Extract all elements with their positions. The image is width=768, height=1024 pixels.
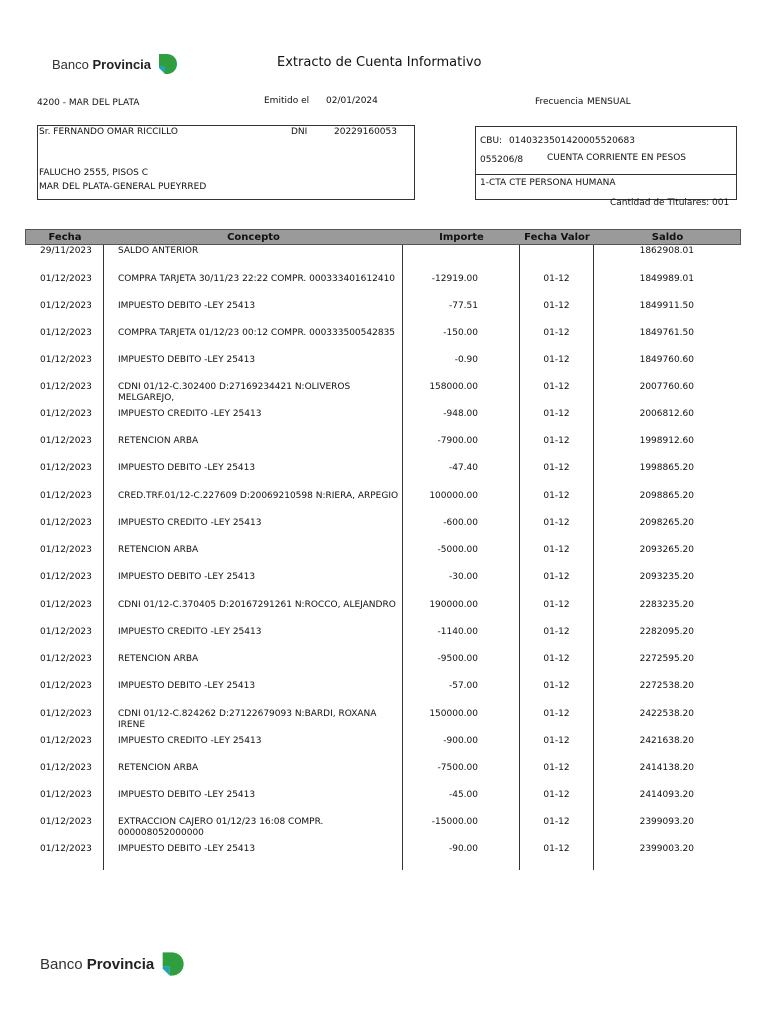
cell-fecha: 01/12/2023 bbox=[40, 572, 92, 582]
brand-name: Banco Provincia bbox=[52, 56, 152, 72]
cell-concepto: IMPUESTO DEBITO -LEY 25413 bbox=[118, 301, 256, 311]
table-row bbox=[0, 246, 768, 273]
cell-fecha: 01/12/2023 bbox=[40, 763, 92, 773]
cell-fecha: 01/12/2023 bbox=[40, 844, 92, 854]
table-row bbox=[0, 436, 768, 463]
cell-fecha-valor: 01-12 bbox=[543, 817, 570, 827]
table-row bbox=[0, 572, 768, 599]
cell-concepto: IMPUESTO CREDITO -LEY 25413 bbox=[118, 518, 262, 528]
cell-fecha-valor: 01-12 bbox=[543, 681, 570, 691]
cell-saldo: 2093265.20 bbox=[639, 545, 694, 555]
cell-concepto: IMPUESTO DEBITO -LEY 25413 bbox=[118, 790, 256, 800]
cell-importe: -45.00 bbox=[448, 790, 478, 800]
emitido-value: 02/01/2024 bbox=[326, 96, 378, 106]
cell-importe: -90.00 bbox=[448, 844, 478, 854]
table-row bbox=[0, 382, 768, 409]
table-row bbox=[0, 736, 768, 763]
cell-concepto: IMPUESTO DEBITO -LEY 25413 bbox=[118, 355, 256, 365]
cell-fecha: 01/12/2023 bbox=[40, 709, 92, 719]
cell-fecha: 01/12/2023 bbox=[40, 463, 92, 473]
table-row bbox=[0, 545, 768, 572]
cell-importe: 158000.00 bbox=[429, 382, 478, 392]
cell-fecha-valor: 01-12 bbox=[543, 709, 570, 719]
cell-fecha-valor: 01-12 bbox=[543, 545, 570, 555]
table-row bbox=[0, 790, 768, 817]
cell-importe: -1140.00 bbox=[437, 627, 478, 637]
cell-fecha: 01/12/2023 bbox=[40, 817, 92, 827]
cell-fecha-valor: 01-12 bbox=[543, 736, 570, 746]
cell-importe: -15000.00 bbox=[431, 817, 478, 827]
col-header-concepto: Concepto bbox=[227, 232, 280, 243]
titulares-count: Cantidad de Titulares: 001 bbox=[610, 198, 730, 208]
account-box-divider bbox=[475, 174, 737, 175]
table-row bbox=[0, 463, 768, 490]
table-row bbox=[0, 709, 768, 736]
cell-fecha-valor: 01-12 bbox=[543, 436, 570, 446]
cell-importe: -150.00 bbox=[443, 328, 478, 338]
table-header bbox=[25, 229, 741, 245]
cell-saldo: 2421638.20 bbox=[639, 736, 694, 746]
cell-fecha: 01/12/2023 bbox=[40, 545, 92, 555]
cell-importe: -47.40 bbox=[448, 463, 478, 473]
cell-concepto: RETENCION ARBA bbox=[118, 436, 199, 446]
table-row bbox=[0, 355, 768, 382]
cell-importe: -600.00 bbox=[443, 518, 478, 528]
col-header-fecha-valor: Fecha Valor bbox=[524, 232, 590, 243]
cell-fecha-valor: 01-12 bbox=[543, 409, 570, 419]
cell-fecha-valor: 01-12 bbox=[543, 790, 570, 800]
cell-saldo: 2098865.20 bbox=[639, 491, 694, 501]
cell-importe: -57.00 bbox=[448, 681, 478, 691]
cell-importe: -0.90 bbox=[454, 355, 478, 365]
cell-fecha-valor: 01-12 bbox=[543, 301, 570, 311]
cell-concepto: RETENCION ARBA bbox=[118, 654, 199, 664]
cell-fecha: 01/12/2023 bbox=[40, 627, 92, 637]
cell-fecha-valor: 01-12 bbox=[543, 463, 570, 473]
cell-concepto: CRED.TRF.01/12-C.227609 D:20069210598 N:RIERA, ARPEGIO bbox=[118, 491, 399, 501]
cell-fecha: 01/12/2023 bbox=[40, 355, 92, 365]
cell-saldo: 1862908.01 bbox=[639, 246, 694, 256]
account-type: CUENTA CORRIENTE EN PESOS bbox=[547, 153, 687, 163]
cell-fecha: 01/12/2023 bbox=[40, 274, 92, 284]
table-row bbox=[0, 518, 768, 545]
col-header-fecha: Fecha bbox=[48, 232, 82, 243]
cell-importe: -30.00 bbox=[448, 572, 478, 582]
branch-name: 4200 - MAR DEL PLATA bbox=[37, 98, 140, 108]
cell-fecha-valor: 01-12 bbox=[543, 627, 570, 637]
cell-saldo: 2272595.20 bbox=[639, 654, 694, 664]
cell-importe: 100000.00 bbox=[429, 491, 478, 501]
cell-concepto: CDNI 01/12-C.370405 D:20167291261 N:ROCCO, ALEJANDRO bbox=[118, 600, 396, 610]
cell-fecha: 01/12/2023 bbox=[40, 654, 92, 664]
cell-fecha: 01/12/2023 bbox=[40, 491, 92, 501]
cell-fecha-valor: 01-12 bbox=[543, 382, 570, 392]
cell-saldo: 1998865.20 bbox=[639, 463, 694, 473]
cell-concepto: CDNI 01/12-C.824262 D:27122679093 N:BARDI, ROXANA IRENE bbox=[118, 709, 377, 730]
bank-logo-bottom bbox=[40, 950, 186, 978]
cbu-label: CBU: bbox=[480, 136, 503, 146]
cell-fecha-valor: 01-12 bbox=[543, 355, 570, 365]
cell-fecha: 01/12/2023 bbox=[40, 409, 92, 419]
cell-concepto: IMPUESTO CREDITO -LEY 25413 bbox=[118, 409, 262, 419]
cell-fecha-valor: 01-12 bbox=[543, 518, 570, 528]
account-number: 055206/8 bbox=[480, 155, 524, 165]
cell-fecha-valor: 01-12 bbox=[543, 491, 570, 501]
dni-label: DNI bbox=[291, 127, 308, 137]
cell-importe: -7500.00 bbox=[437, 763, 478, 773]
emitido-label: Emitido el bbox=[264, 96, 310, 106]
page-title: Extracto de Cuenta Informativo bbox=[277, 55, 482, 70]
cell-fecha: 01/12/2023 bbox=[40, 328, 92, 338]
cell-fecha: 01/12/2023 bbox=[40, 518, 92, 528]
cell-saldo: 2007760.60 bbox=[639, 382, 694, 392]
cell-concepto: COMPRA TARJETA 30/11/23 22:22 COMPR. 000333401612410 bbox=[118, 274, 396, 284]
cell-saldo: 2399093.20 bbox=[639, 817, 694, 827]
table-row bbox=[0, 491, 768, 518]
frecuencia-label: Frecuencia bbox=[535, 97, 584, 107]
col-header-saldo: Saldo bbox=[651, 232, 684, 243]
cell-fecha: 01/12/2023 bbox=[40, 600, 92, 610]
table-row bbox=[0, 844, 768, 871]
cell-concepto: IMPUESTO DEBITO -LEY 25413 bbox=[118, 572, 256, 582]
dni-value: 20229160053 bbox=[334, 127, 397, 137]
cell-importe: -948.00 bbox=[443, 409, 478, 419]
cell-fecha-valor: 01-12 bbox=[543, 572, 570, 582]
cell-importe: 150000.00 bbox=[429, 709, 478, 719]
cell-concepto: EXTRACCION CAJERO 01/12/23 16:08 COMPR. 000008052000000 bbox=[118, 817, 324, 838]
cell-concepto: IMPUESTO DEBITO -LEY 25413 bbox=[118, 844, 256, 854]
account-category: 1-CTA CTE PERSONA HUMANA bbox=[480, 178, 616, 188]
table-row bbox=[0, 763, 768, 790]
cell-saldo: 2093235.20 bbox=[639, 572, 694, 582]
cell-fecha-valor: 01-12 bbox=[543, 274, 570, 284]
cell-saldo: 1849761.50 bbox=[639, 328, 694, 338]
cell-saldo: 2414138.20 bbox=[639, 763, 694, 773]
cell-fecha: 01/12/2023 bbox=[40, 382, 92, 392]
table-row bbox=[0, 301, 768, 328]
cell-fecha: 29/11/2023 bbox=[40, 246, 92, 256]
table-row bbox=[0, 274, 768, 301]
bank-logo-top bbox=[52, 52, 179, 76]
cell-importe: -7900.00 bbox=[437, 436, 478, 446]
cell-saldo: 2006812.60 bbox=[639, 409, 694, 419]
cell-fecha: 01/12/2023 bbox=[40, 436, 92, 446]
table-row bbox=[0, 817, 768, 844]
table-row bbox=[0, 409, 768, 436]
provincia-logo-icon bbox=[158, 950, 186, 978]
cell-fecha-valor: 01-12 bbox=[543, 600, 570, 610]
client-address-line1: FALUCHO 2555, PISOS C bbox=[39, 168, 149, 178]
client-name: Sr. FERNANDO OMAR RICCILLO bbox=[39, 127, 178, 137]
cell-fecha-valor: 01-12 bbox=[543, 844, 570, 854]
brand-name: Banco Provincia bbox=[40, 955, 155, 973]
cell-saldo: 2399003.20 bbox=[639, 844, 694, 854]
cell-fecha-valor: 01-12 bbox=[543, 328, 570, 338]
cell-saldo: 1849911.50 bbox=[639, 301, 694, 311]
cell-importe: -900.00 bbox=[443, 736, 478, 746]
cell-importe: -5000.00 bbox=[437, 545, 478, 555]
cell-concepto: IMPUESTO DEBITO -LEY 25413 bbox=[118, 463, 256, 473]
cell-fecha: 01/12/2023 bbox=[40, 790, 92, 800]
cell-fecha: 01/12/2023 bbox=[40, 301, 92, 311]
cell-concepto: RETENCION ARBA bbox=[118, 763, 199, 773]
frecuencia-value: MENSUAL bbox=[587, 97, 631, 107]
col-header-importe: Importe bbox=[439, 232, 484, 243]
cell-fecha: 01/12/2023 bbox=[40, 736, 92, 746]
cell-importe: -12919.00 bbox=[431, 274, 478, 284]
cell-fecha: 01/12/2023 bbox=[40, 681, 92, 691]
cell-concepto: CDNI 01/12-C.302400 D:27169234421 N:OLIVEROS MELGAREJO, bbox=[118, 382, 351, 403]
table-row bbox=[0, 681, 768, 708]
table-row bbox=[0, 627, 768, 654]
table-row bbox=[0, 328, 768, 355]
cell-saldo: 1849760.60 bbox=[639, 355, 694, 365]
cell-saldo: 1849989.01 bbox=[639, 274, 694, 284]
cell-concepto: COMPRA TARJETA 01/12/23 00:12 COMPR. 000333500542835 bbox=[118, 328, 396, 338]
cell-fecha-valor: 01-12 bbox=[543, 654, 570, 664]
client-address-line2: MAR DEL PLATA-GENERAL PUEYRRED bbox=[39, 182, 207, 192]
provincia-logo-icon bbox=[155, 52, 179, 76]
cbu-value: 0140323501420005520683 bbox=[509, 136, 635, 146]
cell-concepto: SALDO ANTERIOR bbox=[118, 246, 199, 256]
cell-concepto: IMPUESTO CREDITO -LEY 25413 bbox=[118, 736, 262, 746]
cell-saldo: 2422538.20 bbox=[639, 709, 694, 719]
cell-saldo: 2098265.20 bbox=[639, 518, 694, 528]
table-row bbox=[0, 654, 768, 681]
cell-saldo: 1998912.60 bbox=[639, 436, 694, 446]
cell-concepto: IMPUESTO CREDITO -LEY 25413 bbox=[118, 627, 262, 637]
cell-fecha-valor: 01-12 bbox=[543, 763, 570, 773]
cell-concepto: RETENCION ARBA bbox=[118, 545, 199, 555]
table-row bbox=[0, 600, 768, 627]
cell-importe: -9500.00 bbox=[437, 654, 478, 664]
cell-importe: -77.51 bbox=[448, 301, 478, 311]
cell-saldo: 2414093.20 bbox=[639, 790, 694, 800]
cell-saldo: 2283235.20 bbox=[639, 600, 694, 610]
cell-importe: 190000.00 bbox=[429, 600, 478, 610]
cell-concepto: IMPUESTO DEBITO -LEY 25413 bbox=[118, 681, 256, 691]
cell-saldo: 2282095.20 bbox=[639, 627, 694, 637]
cell-saldo: 2272538.20 bbox=[639, 681, 694, 691]
